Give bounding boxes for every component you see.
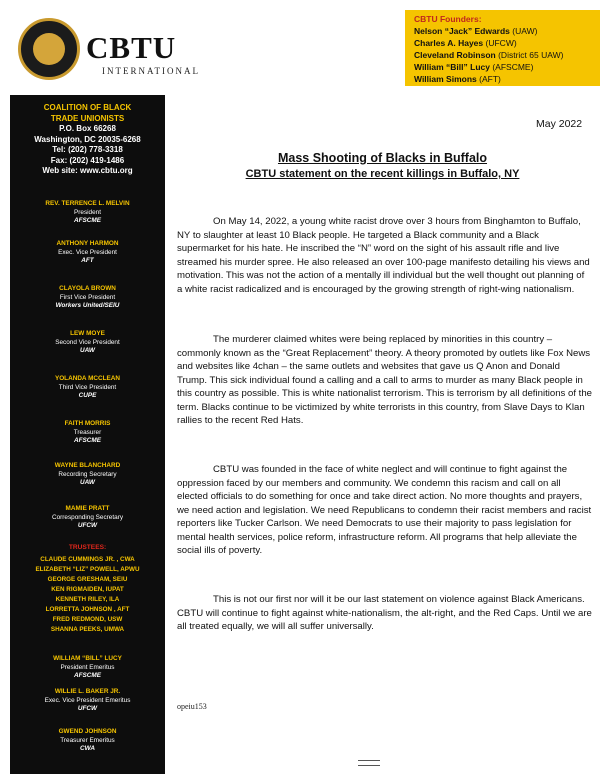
brand-name: CBTU bbox=[86, 30, 177, 65]
address-line1: P.O. Box 66268 bbox=[59, 124, 116, 133]
body-paragraph: The murderer claimed whites were being replaced by minorities in this country – commonly known as the “Great Replacement” theory. A theory promoted by outlets like Fox News and websites like 4chan – the same outlets and websites that gave us Q Anon and Donald Trump. This sick individual found a calling and a call to arms to murder as many Black people in this country as possible. This is white nationalist terrorism. This is terrorism by all definitions of the term. Blacks continue to be victimized by white terrorists in this country, from Slave Days to Klan rallies to the recent Red Hats. bbox=[177, 334, 593, 426]
officer-entry: LEW MOYE Second Vice President UAW bbox=[55, 330, 120, 355]
letter-title: Mass Shooting of Blacks in Buffalo bbox=[277, 151, 488, 165]
founder-row: Cleveland Robinson (District 65 UAW) bbox=[414, 50, 564, 60]
officer-entry: ANTHONY HARMON Exec. Vice President AFT bbox=[56, 240, 119, 265]
emeritus-entry: GWEND JOHNSON Treasurer Emeritus CWA bbox=[58, 728, 117, 753]
trustee-item: SHANNA PEEKS, UMWA bbox=[50, 626, 125, 633]
org-contact-block bbox=[10, 103, 165, 177]
cbtu-logo bbox=[10, 12, 200, 92]
trustee-item: KENNETH RILEY, ILA bbox=[55, 596, 120, 603]
website: Web site: www.cbtu.org bbox=[42, 166, 133, 175]
trustee-item: ELIZABETH “LIZ” POWELL, APWU bbox=[35, 566, 140, 573]
cbtu-seal-icon bbox=[18, 18, 80, 80]
org-name-line2: TRADE UNIONISTS bbox=[50, 113, 125, 123]
trustees-heading: TRUSTEES: bbox=[68, 544, 107, 551]
union-bug-icon bbox=[358, 760, 380, 766]
officer-entry: REV. TERRENCE L. MELVIN President AFSCME bbox=[45, 200, 130, 225]
officer-entry: WAYNE BLANCHARD Recording Secretary UAW bbox=[54, 462, 121, 487]
fax: Fax: (202) 419-1486 bbox=[50, 155, 125, 165]
officer-entry: CLAYOLA BROWN First Vice President Workers United/SEIU bbox=[55, 285, 120, 310]
org-name-line1: COALITION OF BLACK bbox=[43, 103, 132, 112]
officer-entry: YOLANDA MCCLEAN Third Vice President CUPE bbox=[54, 375, 121, 400]
founders-heading: CBTU Founders: bbox=[414, 14, 482, 24]
founder-row: William “Bill” Lucy (AFSCME) bbox=[414, 62, 534, 72]
body-paragraph: CBTU was founded in the face of white neglect and will continue to fight against the oppression faced by our members and community. We condemn this racism and call on all elected officials to do something for once and take direct action. No more thoughts and prayers, we need action and legislation. We need Republicans to condemn their racist members and racist reporters like Tucker Carlson. We need Democrats to use their majority to pass legislation for mental health services, police reform, infrastructure reform. All programs that help alleviate the social ills of poverty. bbox=[177, 464, 592, 556]
letter-date: May 2022 bbox=[536, 118, 583, 130]
sidebar bbox=[10, 95, 165, 774]
trustee-item: GEORGE GRESHAM, SEIU bbox=[47, 576, 128, 583]
founder-row: William Simons (AFT) bbox=[414, 74, 501, 84]
footer-code: opeiu153 bbox=[177, 702, 207, 711]
body-paragraph: This is not our first nor will it be our last statement on violence against Black Americans. CBTU will continue to fight against white-nationalism, the alt-right, and the Red Caps. Until we are all treated equally, we will all suffer universally. bbox=[177, 594, 592, 632]
letter-subtitle: CBTU statement on the recent killings in Buffalo, NY bbox=[245, 168, 520, 180]
trustee-item: CLAUDE CUMMINGS JR. , CWA bbox=[40, 556, 135, 563]
officer-entry: FAITH MORRIS Treasurer AFSCME bbox=[64, 420, 111, 445]
trustees-list bbox=[10, 555, 165, 635]
address-line2: Washington, DC 20035-6268 bbox=[34, 134, 141, 144]
officer-entry: MAMIE PRATT Corresponding Secretary UFCW bbox=[51, 505, 124, 530]
emeritus-entry: WILLIAM “BILL” LUCY President Emeritus AFSCME bbox=[53, 655, 122, 680]
founder-row: Charles A. Hayes (UFCW) bbox=[414, 38, 517, 48]
trustee-item: LORRETTA JOHNSON , AFT bbox=[45, 606, 130, 613]
body-paragraph: On May 14, 2022, a young white racist drove over 3 hours from Binghamton to Buffalo, NY to slaughter at least 10 Black people. He targeted a Black community and a Black supermarket for his hate. He inscribed the “N” word on the sight of his assault rifle and live streamed his murder spree. He also released an over 100-page manifesto detailing his views and motivation. This was not the action of a mentally ill individual but the well thought out planning of a white racist radicalized and is encouraged by the growing strength of right-wing nationalism. bbox=[177, 216, 590, 295]
telephone: Tel: (202) 778-3318 bbox=[52, 145, 123, 154]
brand-subtitle: INTERNATIONAL bbox=[102, 66, 200, 76]
trustee-item: FRED REDMOND, USW bbox=[52, 616, 123, 623]
emeritus-entry: WILLIE L. BAKER JR. Exec. Vice President Emeritus UFCW bbox=[44, 688, 131, 713]
founder-row: Nelson “Jack” Edwards (UAW) bbox=[414, 26, 538, 36]
trustee-item: KEN RIGMAIDEN, IUPAT bbox=[51, 586, 124, 593]
founders-box bbox=[405, 10, 600, 86]
